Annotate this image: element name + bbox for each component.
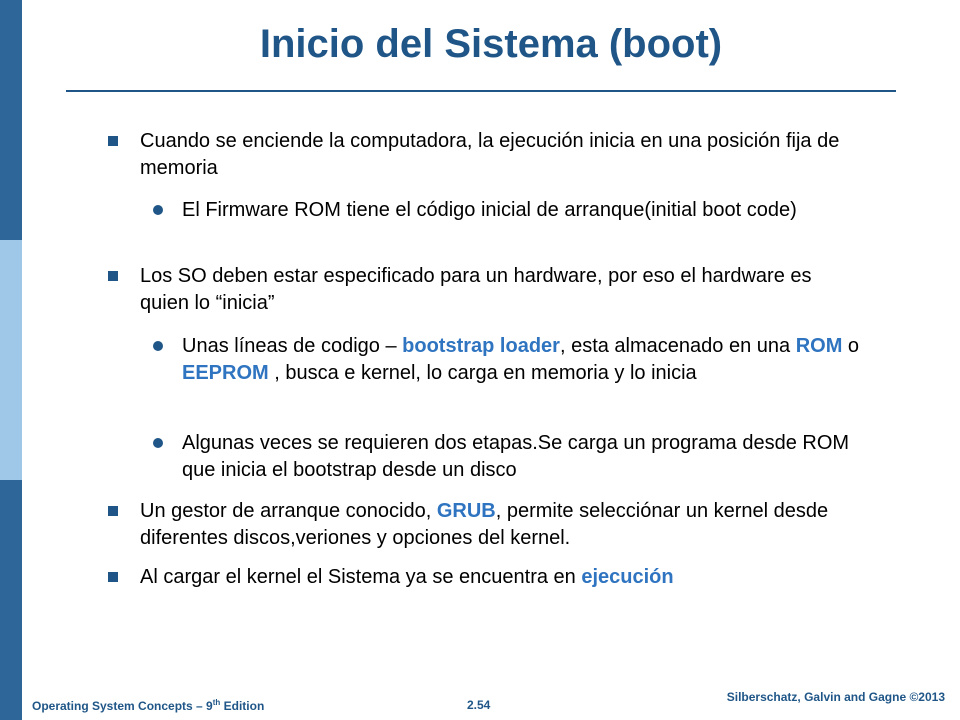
- square-bullet-icon: [108, 572, 118, 582]
- bullet-2-1-text-b: , esta almacenado en una: [559, 335, 796, 357]
- term-rom: ROM: [795, 335, 843, 357]
- square-bullet-icon: [108, 271, 118, 281]
- round-bullet-icon: [153, 205, 163, 215]
- bullet-4-text-a: Al cargar el kernel el Sistema ya se encuentra en: [140, 566, 582, 588]
- footer-book-title-tail: Edition: [220, 699, 265, 713]
- round-bullet-icon: [153, 341, 163, 351]
- bullet-4: [140, 564, 860, 591]
- bullet-2-1-text-c: o: [842, 335, 860, 357]
- footer-book-title-sup: th: [212, 698, 221, 707]
- bullet-3: [140, 498, 860, 552]
- footer-book-title-main: Operating System Concepts – 9: [32, 699, 213, 713]
- bullet-2-2: Algunas veces se requieren dos etapas.Se carga un programa desde ROM que inicia el bootstrap desde un disco: [182, 432, 850, 481]
- footer-authors: Silberschatz, Galvin and Gagne ©2013: [726, 690, 945, 704]
- bullet-3-text-b: , permite selecciónar un kernel desde diferentes discos,veriones y opciones del kernel.: [140, 500, 829, 549]
- slide-footer: [22, 680, 960, 720]
- square-bullet-icon: [108, 506, 118, 516]
- bullet-2: Los SO deben estar especificado para un hardware, por eso el hardware es quien lo “inicia”: [140, 265, 812, 314]
- round-bullet-icon: [153, 438, 163, 448]
- bullet-2-1: [182, 333, 862, 387]
- bullet-2-1-text-a: Unas líneas de codigo –: [182, 335, 403, 357]
- term-eeprom: EEPROM: [182, 362, 269, 384]
- footer-page-number: 2.54: [467, 698, 491, 712]
- slide-title: Inicio del Sistema (boot): [259, 22, 723, 66]
- term-bootstrap-loader: bootstrap loader: [402, 335, 560, 357]
- bullet-1: Cuando se enciende la computadora, la ejecución inicia en una posición fija de memoria: [140, 130, 840, 179]
- term-ejecucion: ejecución: [581, 566, 674, 588]
- bullet-1-1: El Firmware ROM tiene el código inicial de arranque(initial boot code): [182, 199, 797, 221]
- square-bullet-icon: [108, 136, 118, 146]
- term-grub: GRUB: [436, 500, 496, 522]
- bullet-2-1-text-d: , busca e kernel, lo carga en memoria y lo inicia: [268, 362, 697, 384]
- bullet-3-text-a: Un gestor de arranque conocido,: [140, 500, 437, 522]
- footer-book-title: [32, 698, 264, 713]
